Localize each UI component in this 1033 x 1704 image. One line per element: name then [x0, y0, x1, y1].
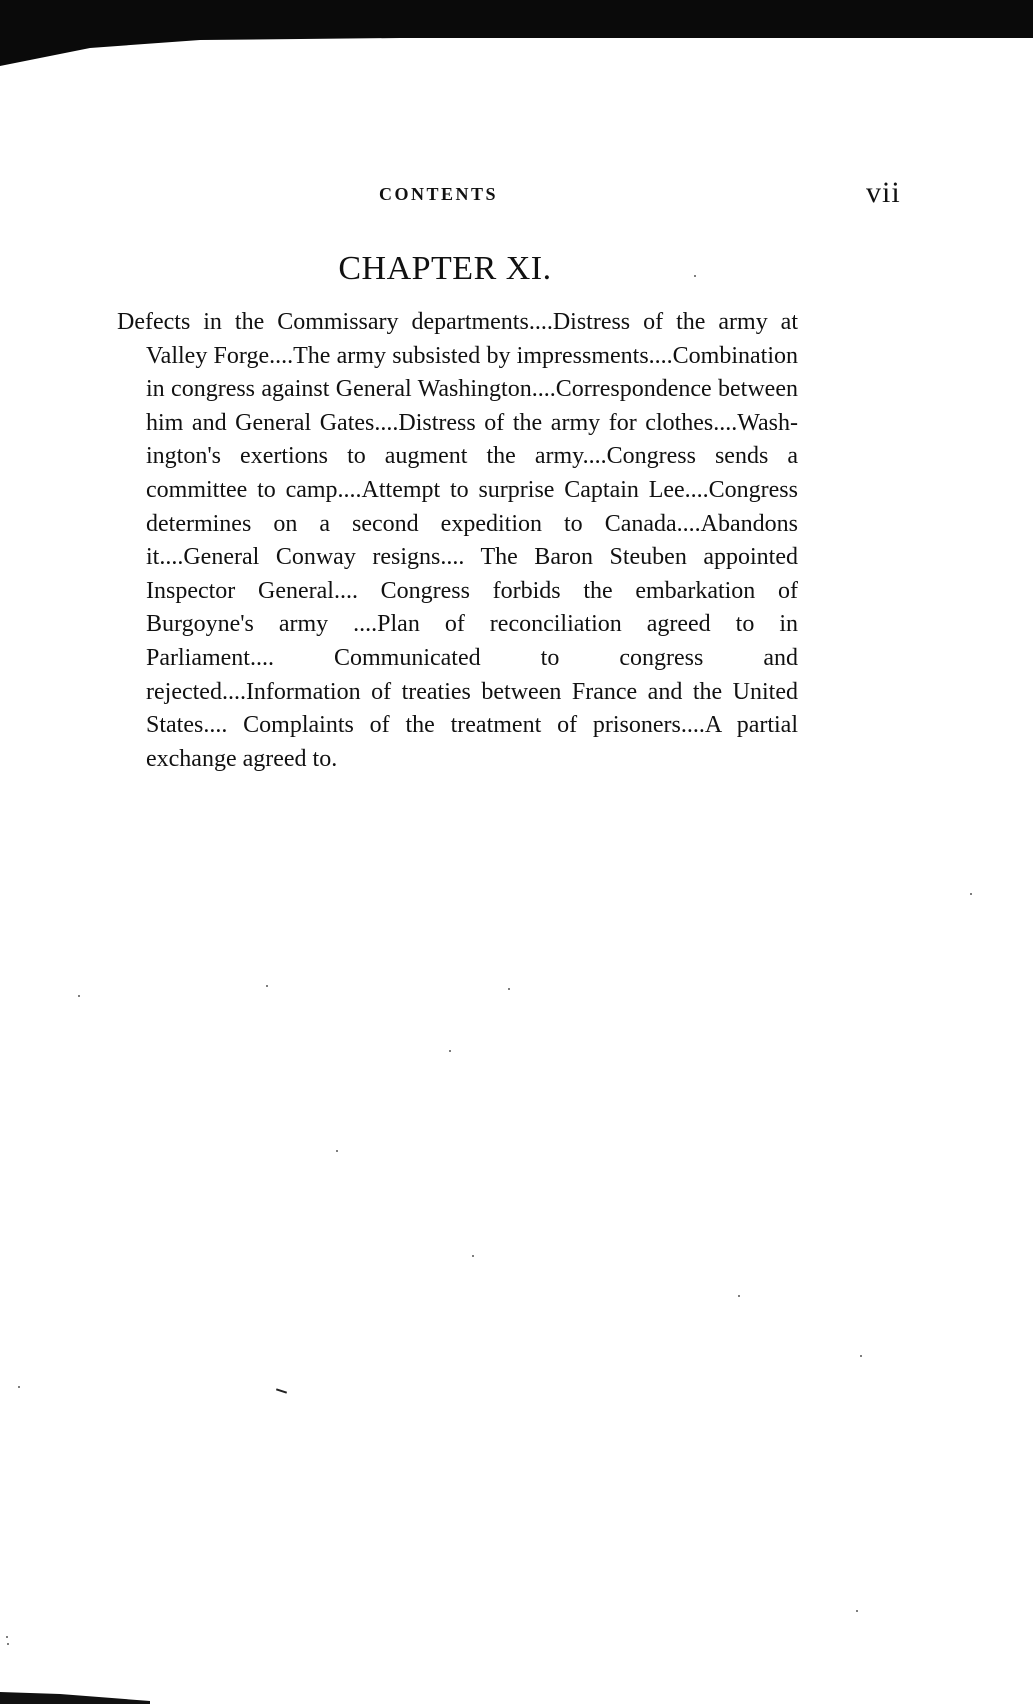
speck [508, 988, 510, 990]
speck [78, 995, 80, 997]
speck [472, 1255, 474, 1257]
chapter-synopsis: Defects in the Commissary departments....Distress of the army at Valley Forge....The army subsisted by impressments....Combination in congress against General Washington....Correspondence between him and General Gates....Distress of the army for clothes....Washington's exertions to augment the army....Congress sends a committee to camp....Attempt to surprise Captain Lee....Congress determines on a second expedition to Canada....Abandons it....General Conway resigns.... The Baron Steuben appointed Inspector General.... Congress forbids the embarkation of Burgoyne's army ....Plan of reconciliation agreed to in Parliament.... Communicated to congress and rejected....Information of treaties between France and the United States.... Complaints of the treatment of prisoners....A partial exchange agreed to. [117, 309, 798, 772]
speck [970, 893, 972, 895]
scan-shadow-bottom [0, 1690, 160, 1704]
ink-mark [276, 1388, 287, 1393]
speck [336, 1150, 338, 1152]
speck [856, 1610, 858, 1612]
page-number: vii [866, 176, 901, 209]
speck [266, 985, 268, 987]
speck [18, 1386, 20, 1388]
chapter-heading: CHAPTER XI. [338, 250, 552, 287]
running-title: CONTENTS [379, 184, 499, 204]
speck [449, 1050, 451, 1052]
speck [694, 275, 696, 277]
speck [6, 1636, 8, 1638]
speck [7, 1643, 9, 1645]
scan-shadow-top [0, 0, 1033, 72]
speck [860, 1355, 862, 1357]
running-head [0, 176, 1033, 216]
speck [738, 1295, 740, 1297]
